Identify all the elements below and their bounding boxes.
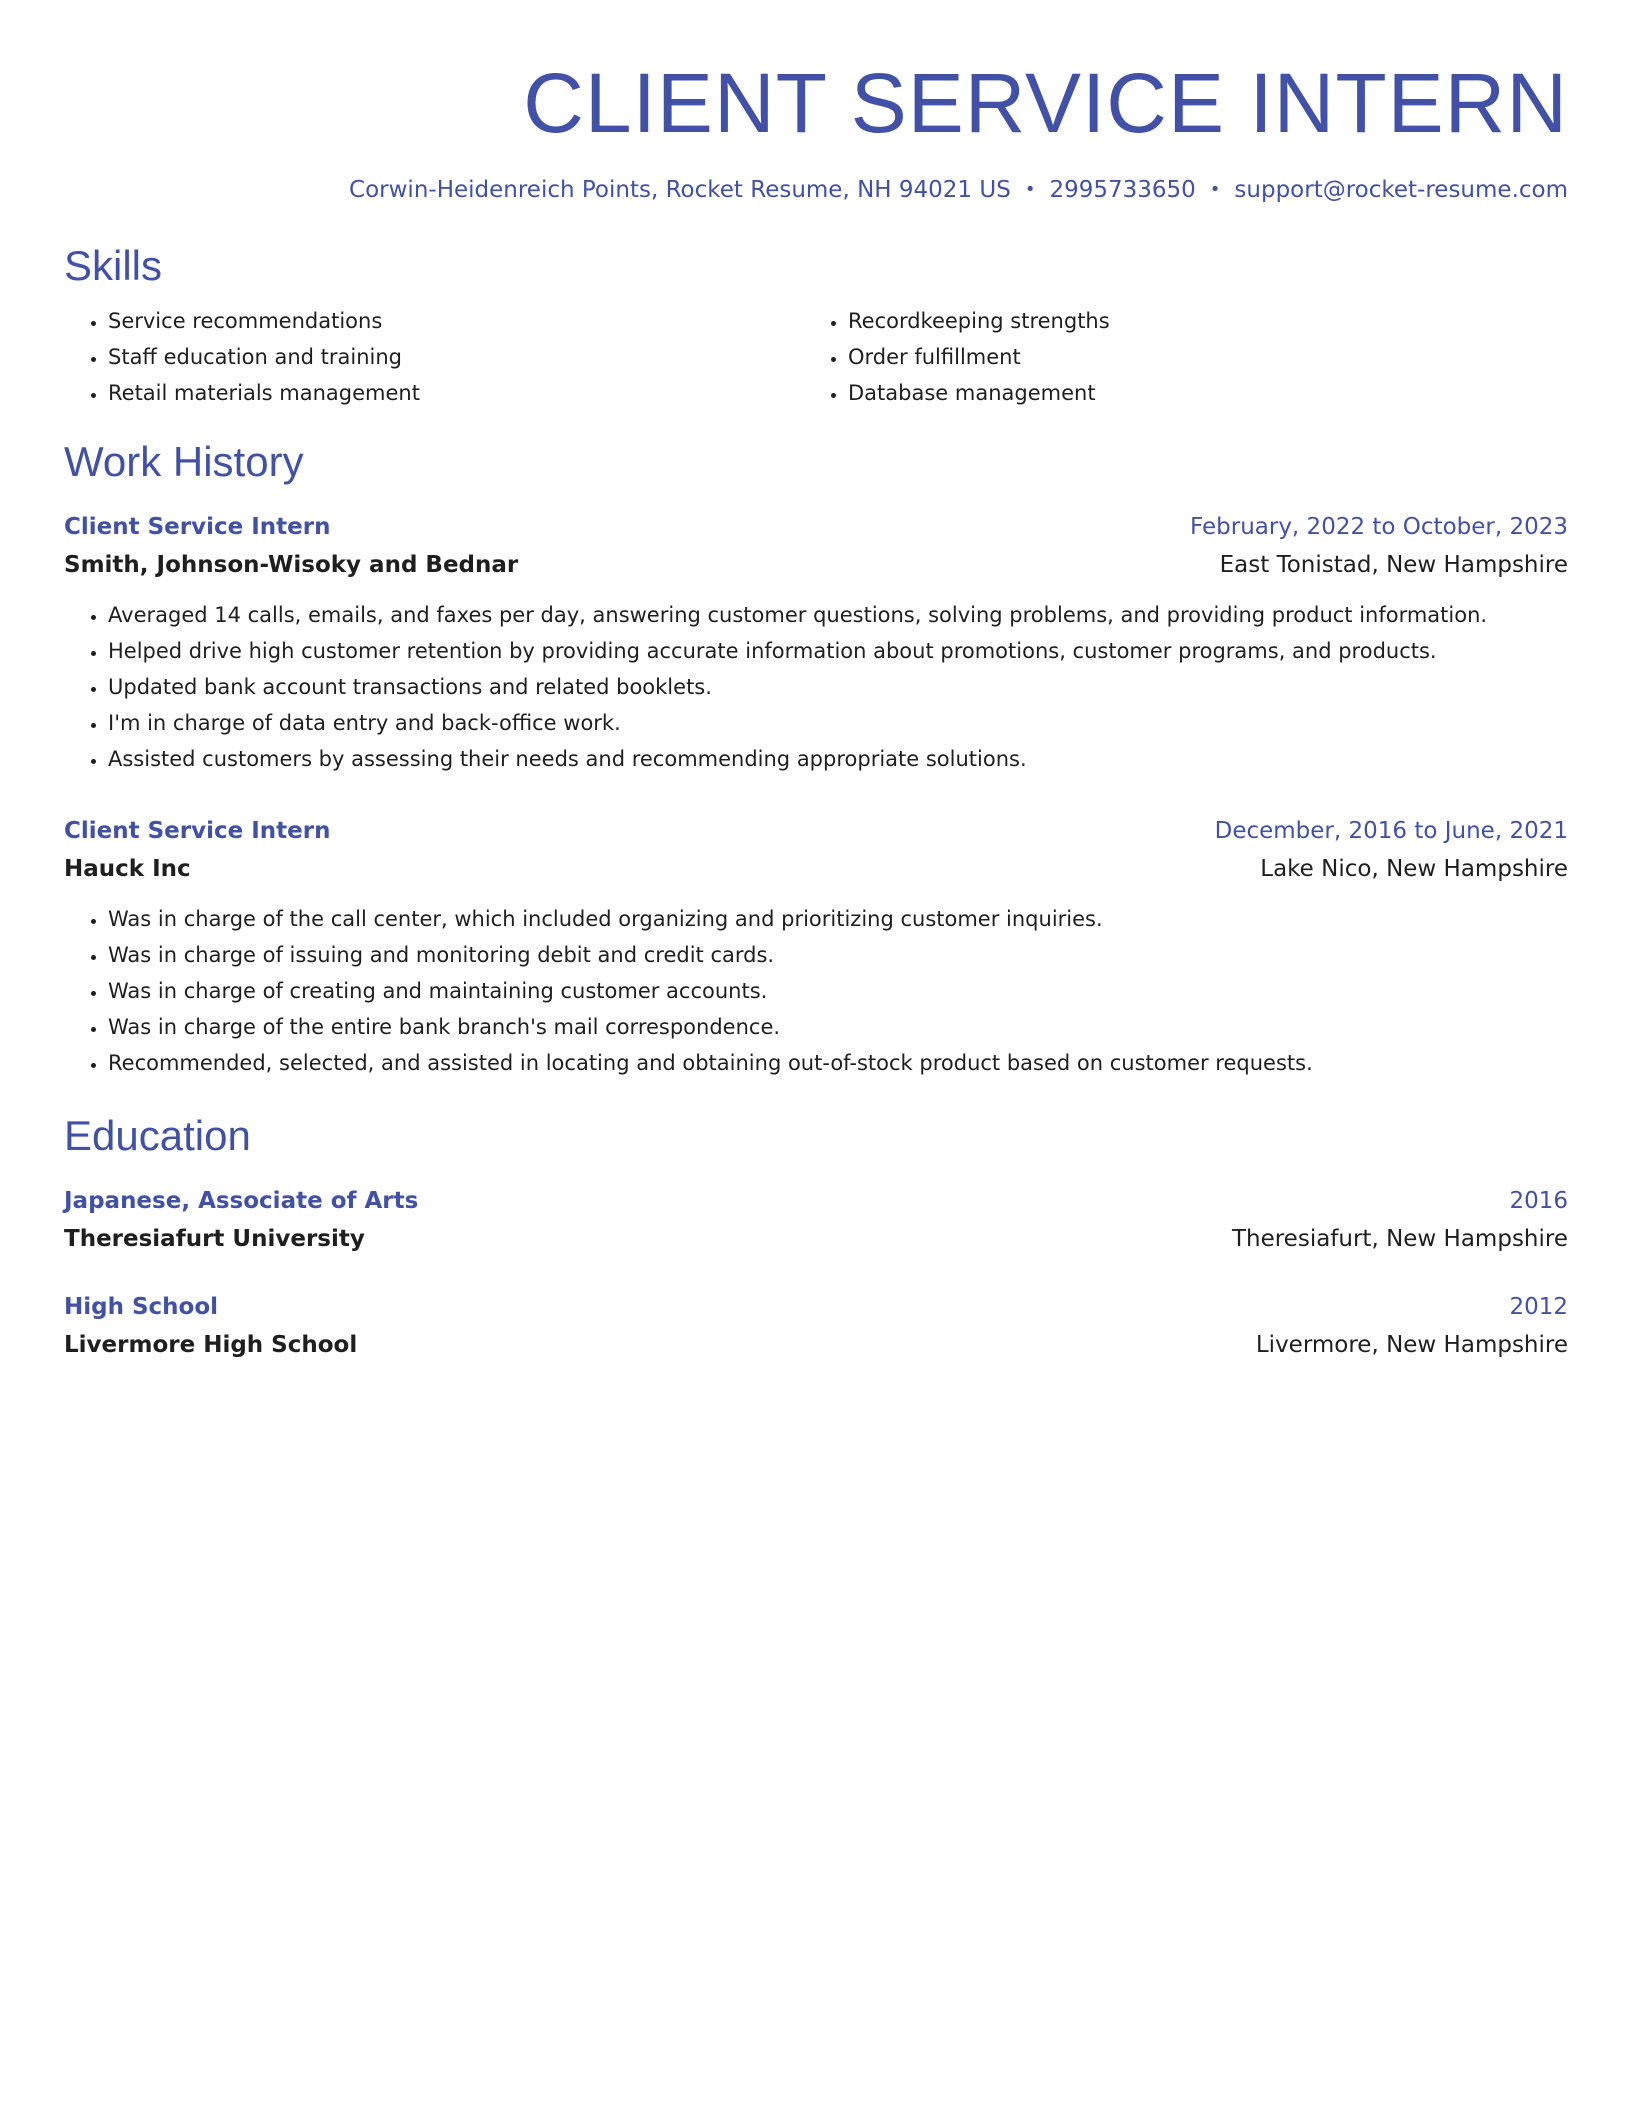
- education-entry: [64, 1183, 1568, 1259]
- work-bullet: • Was in charge of creating and maintaining customer accounts.: [108, 973, 1568, 1009]
- job-title: Client Service Intern: [64, 818, 331, 844]
- work-entry-title-row: [64, 509, 1568, 545]
- skill-item: • Recordkeeping strengths: [848, 303, 1568, 339]
- work-entry-employer-row: [64, 545, 1568, 585]
- graduation-year: 2016: [1509, 1188, 1568, 1214]
- school-location: Livermore, New Hampshire: [1255, 1332, 1568, 1358]
- degree-name: Japanese, Associate of Arts: [64, 1188, 419, 1214]
- work-bullet: • Averaged 14 calls, emails, and faxes per day, answering customer questions, solving problems, and providing product information.: [108, 597, 1568, 633]
- skill-item: • Service recommendations: [108, 303, 804, 339]
- work-bullet: • Helped drive high customer retention by providing accurate information about promotions, customer programs, and products.: [108, 633, 1568, 669]
- work-history-section: [64, 437, 1568, 1081]
- education-entry: [64, 1289, 1568, 1365]
- work-bullet: • Updated bank account transactions and related booklets.: [108, 669, 1568, 705]
- work-bullet: • Was in charge of issuing and monitoring debit and credit cards.: [108, 937, 1568, 973]
- work-entry-title-row: [64, 813, 1568, 849]
- contact-address: Corwin-Heidenreich Points, Rocket Resume, NH 94021 US: [349, 177, 1011, 203]
- work-bullet: • Was in charge of the entire bank branch's mail correspondence.: [108, 1009, 1568, 1045]
- work-entry-employer-row: [64, 849, 1568, 889]
- resume-title: CLIENT SERVICE INTERN: [523, 56, 1568, 150]
- school-location: Theresiafurt, New Hampshire: [1231, 1226, 1568, 1252]
- school-name: Theresiafurt University: [64, 1226, 365, 1252]
- employer-name: Hauck Inc: [64, 856, 191, 882]
- employer-location: Lake Nico, New Hampshire: [1260, 856, 1568, 882]
- graduation-year: 2012: [1509, 1294, 1568, 1320]
- work-entry: [64, 813, 1568, 1081]
- skill-item: • Order fulfillment: [848, 339, 1568, 375]
- work-bullet: • Assisted customers by assessing their needs and recommending appropriate solutions.: [108, 741, 1568, 777]
- skills-section: [64, 241, 1568, 411]
- skill-item: • Retail materials management: [108, 375, 804, 411]
- skill-item: • Database management: [848, 375, 1568, 411]
- work-entry-bullets: [64, 597, 1568, 777]
- skill-item: • Staff education and training: [108, 339, 804, 375]
- work-bullet: • I'm in charge of data entry and back-office work.: [108, 705, 1568, 741]
- education-degree-row: [64, 1183, 1568, 1219]
- work-entry-bullets: [64, 901, 1568, 1081]
- school-name: Livermore High School: [64, 1332, 358, 1358]
- contact-email: support@rocket-resume.com: [1234, 177, 1568, 203]
- work-bullet: • Was in charge of the call center, which included organizing and prioritizing customer inquiries.: [108, 901, 1568, 937]
- job-dates: December, 2016 to June, 2021: [1214, 818, 1568, 844]
- work-history-heading: Work History: [64, 438, 304, 485]
- work-entry: [64, 509, 1568, 777]
- education-school-row: [64, 1325, 1568, 1365]
- work-bullet: • Recommended, selected, and assisted in locating and obtaining out-of-stock product based on customer requests.: [108, 1045, 1568, 1081]
- skills-heading: Skills: [64, 242, 163, 289]
- education-school-row: [64, 1219, 1568, 1259]
- education-section: [64, 1111, 1568, 1365]
- skills-list-left: [64, 303, 804, 411]
- education-heading: Education: [64, 1112, 251, 1159]
- job-title: Client Service Intern: [64, 514, 331, 540]
- degree-name: High School: [64, 1294, 219, 1320]
- employer-name: Smith, Johnson-Wisoky and Bednar: [64, 552, 519, 578]
- job-dates: February, 2022 to October, 2023: [1190, 514, 1568, 540]
- contact-separator: •: [1024, 179, 1036, 200]
- skills-list-right: [804, 303, 1568, 411]
- skills-grid: [64, 303, 1568, 411]
- contact-phone: 2995733650: [1049, 177, 1196, 203]
- employer-location: East Tonistad, New Hampshire: [1219, 552, 1568, 578]
- contact-line: [64, 175, 1568, 205]
- resume-header: [64, 55, 1568, 205]
- education-degree-row: [64, 1289, 1568, 1325]
- contact-separator: •: [1209, 179, 1221, 200]
